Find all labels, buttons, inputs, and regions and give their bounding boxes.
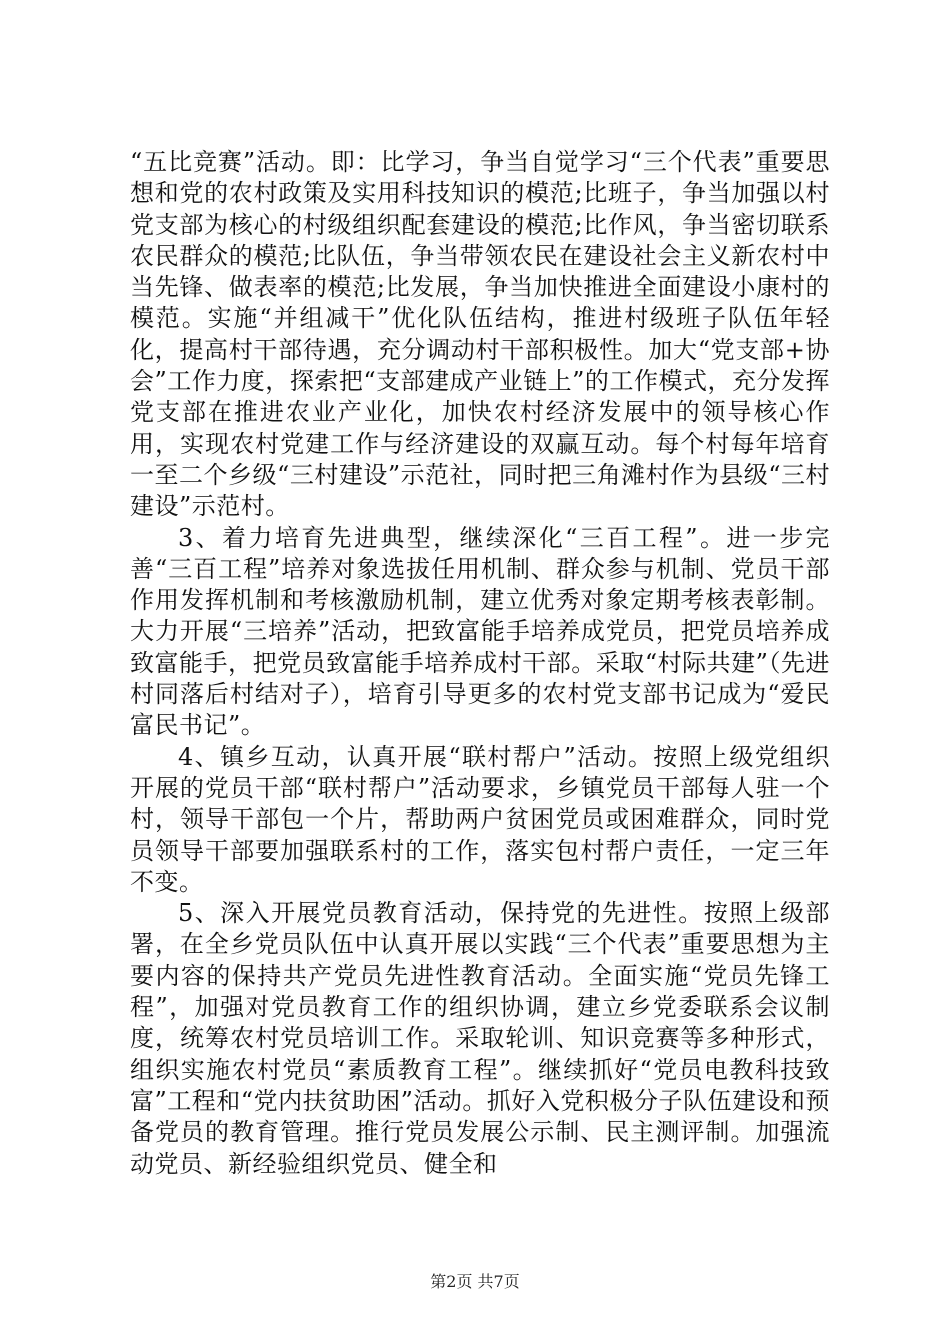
- page-number-footer: 第2页 共7页: [430, 1272, 520, 1291]
- paragraph-2: 3、着力培育先进典型，继续深化“三百工程”。进一步完善“三百工程”培养对象选拔任用机制、群众参与机制、党员干部作用发挥机制和考核激励机制，建立优秀对象定期考核表彰制。大力开展“三培养”活动，把致富能手培养成党员，把党员培养成致富能手，把党员致富能手培养成村干部。采取“村际共建”（先进村同落后村结对子），培育引导更多的农村党支部书记成为“爱民富民书记”。: [130, 523, 830, 740]
- paragraph-4: 5、深入开展党员教育活动，保持党的先进性。按照上级部署，在全乡党员队伍中认真开展以实践“三个代表”重要思想为主要内容的保持共产党员先进性教育活动。全面实施“党员先锋工程”，加强对党员教育工作的组织协调，建立乡党委联系会议制度，统筹农村党员培训工作。采取轮训、知识竞赛等多种形式，组织实施农村党员“素质教育工程”。继续抓好“党员电教科技致富”工程和“党内扶贫助困”活动。抓好入党积极分子队伍建设和预备党员的教育管理。推行党员发展公示制、民主测评制。加强流动党员、新经验组织党员、健全和: [130, 899, 830, 1178]
- paragraph-3: 4、镇乡互动，认真开展“联村帮户”活动。按照上级党组织开展的党员干部“联村帮户”活动要求，乡镇党员干部每人驻一个村，领导干部包一个片，帮助两户贫困党员或困难群众，同时党员领导干部要加强联系村的工作，落实包村帮户责任，一定三年不变。: [130, 742, 830, 896]
- paragraph-1: “五比竞赛”活动。即：比学习，争当自觉学习“三个代表”重要思想和党的农村政策及实用科技知识的模范;比班子，争当加强以村党支部为核心的村级组织配套建设的模范;比作风，争当密切联系农民群众的模范;比队伍，争当带领农民在建设社会主义新农村中当先锋、做表率的模范;比发展，争当加快推进全面建设小康村的模范。实施“并组减干”优化队伍结构，推进村级班子队伍年轻化，提高村干部待遇，充分调动村干部积极性。加大“党支部+协会”工作力度，探索把“支部建成产业链上”的工作模式，充分发挥党支部在推进农业产业化，加快农村经济发展中的领导核心作用，实现农村党建工作与经济建设的双赢互动。每个村每年培育一至二个乡级“三村建设”示范社，同时把三角滩村作为县级“三村建设”示范村。: [130, 148, 830, 521]
- document-body: [130, 147, 830, 1180]
